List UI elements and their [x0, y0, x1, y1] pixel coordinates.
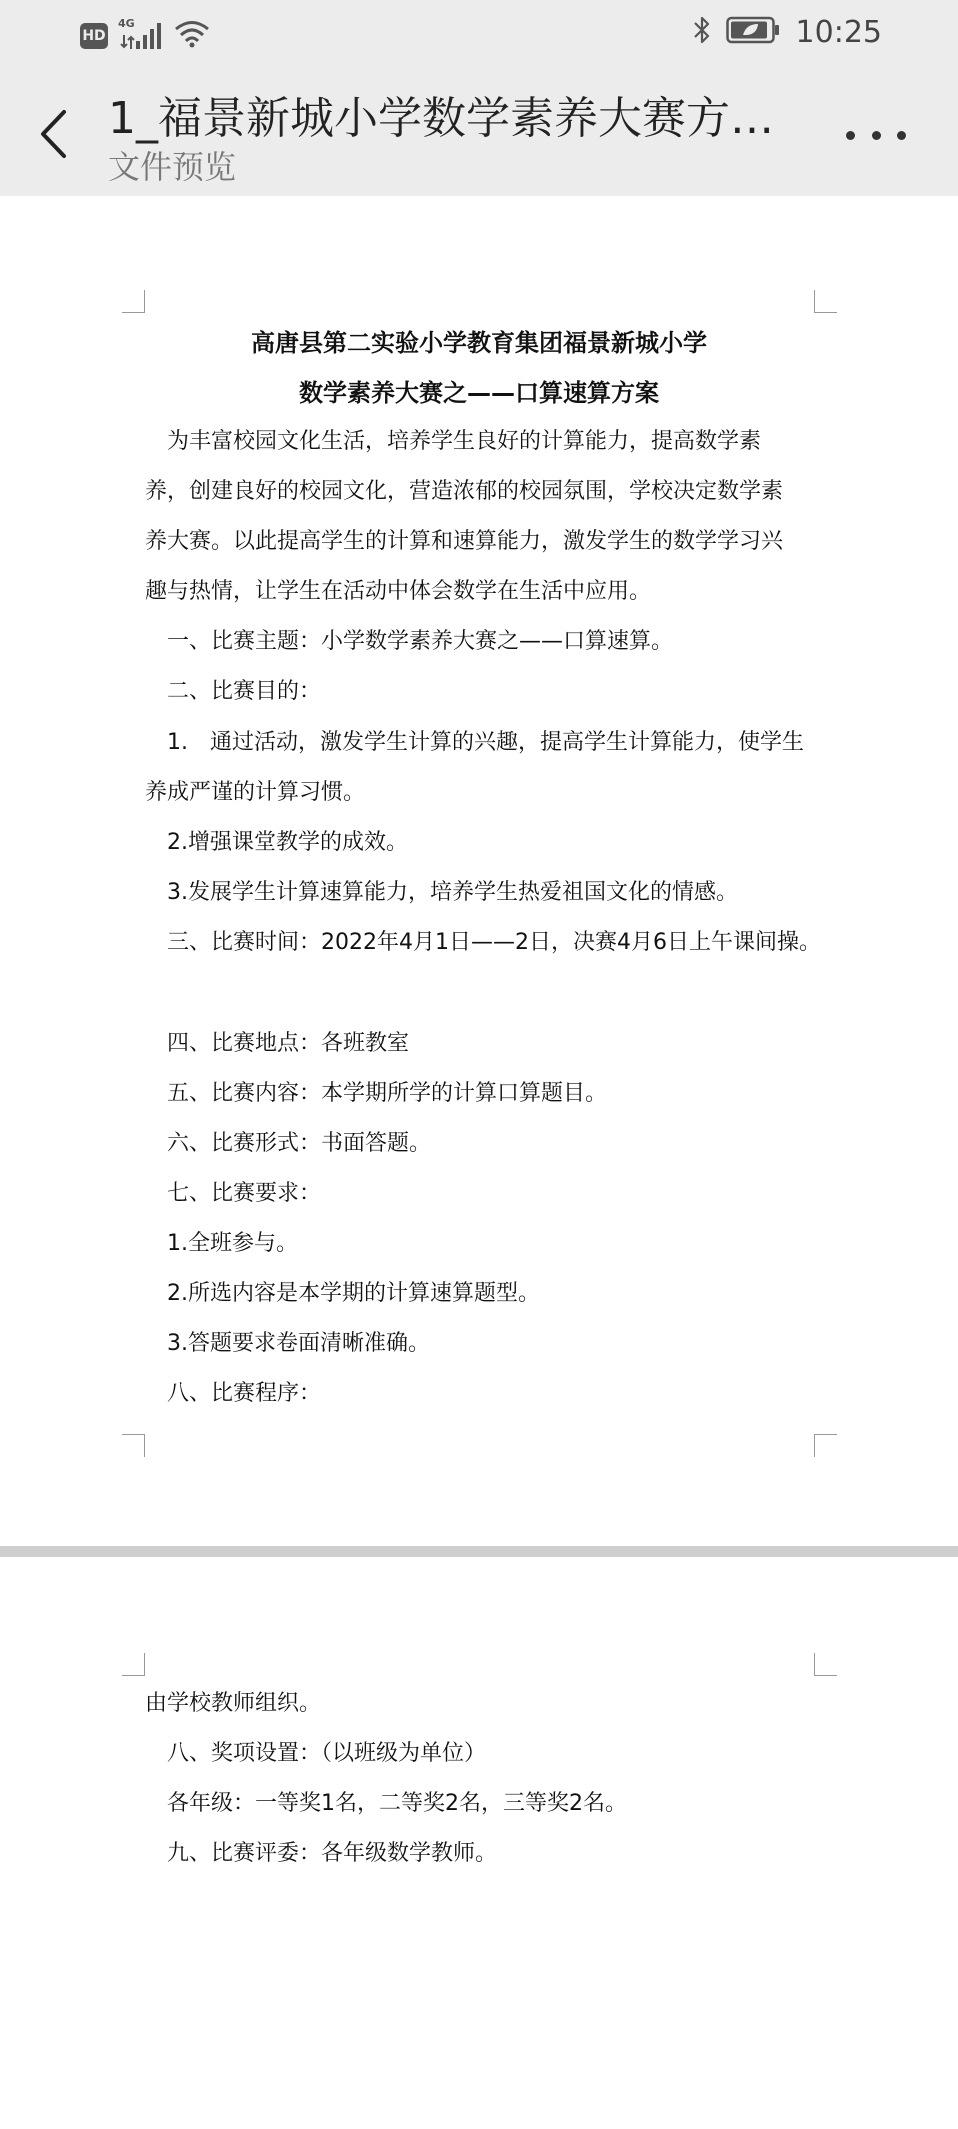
- page-corner-mark: [122, 290, 145, 313]
- doc-line: 3.答题要求卷面清晰准确。: [167, 1331, 430, 1356]
- network-type-label: 4G: [118, 17, 135, 30]
- page-corner-mark: [814, 1434, 837, 1457]
- doc-line: 四、比赛地点：各班教室: [167, 1031, 410, 1056]
- doc-line: 2.所选内容是本学期的计算速算题型。: [167, 1281, 540, 1306]
- wifi-icon: [174, 20, 210, 52]
- doc-line: 养大赛。以此提高学生的计算和速算能力，激发学生的数学学习兴: [145, 529, 784, 554]
- doc-heading-2: 数学素养大赛之——口算速算方案: [299, 379, 659, 407]
- doc-line: 三、比赛时间：2022年4月1日——2日，决赛4月6日上午课间操。: [167, 930, 821, 955]
- doc-line: 为丰富校园文化生活，培养学生良好的计算能力，提高数学素: [167, 429, 762, 454]
- status-left: [80, 17, 210, 52]
- doc-line: 五、比赛内容：本学期所学的计算口算题目。: [167, 1081, 608, 1106]
- app-bar: [0, 72, 958, 196]
- document-subtitle: 文件预览: [108, 148, 237, 186]
- signal-icon: [118, 17, 164, 51]
- doc-line: 3.发展学生计算速算能力，培养学生热爱祖国文化的情感。: [167, 880, 738, 905]
- doc-line: 一、比赛主题：小学数学素养大赛之——口算速算。: [167, 629, 674, 654]
- page-corner-mark: [122, 1653, 145, 1676]
- status-bar: [0, 0, 958, 72]
- battery-icon: [726, 15, 782, 49]
- document-viewer[interactable]: [0, 196, 958, 2129]
- page-corner-mark: [122, 1434, 145, 1457]
- more-dot-icon: [846, 131, 855, 140]
- doc-heading-1: 高唐县第二实验小学教育集团福景新城小学: [251, 329, 707, 357]
- status-clock: 10:25: [795, 14, 882, 50]
- doc-line: 八、比赛程序：: [167, 1381, 322, 1406]
- doc-line: 七、比赛要求：: [167, 1181, 322, 1206]
- doc-line: 八、奖项设置：（以班级为单位）: [167, 1741, 487, 1766]
- doc-line: 由学校教师组织。: [145, 1691, 322, 1716]
- document-title: 1_福景新城小学数学素养大赛方…: [108, 93, 774, 144]
- more-options-button[interactable]: [846, 120, 906, 150]
- doc-line: 二、比赛目的：: [167, 679, 322, 704]
- page-corner-mark: [814, 290, 837, 313]
- bluetooth-icon: [692, 14, 712, 50]
- page-separator: [0, 1546, 958, 1557]
- doc-line: 养，创建良好的校园文化，营造浓郁的校园氛围，学校决定数学素: [145, 479, 784, 504]
- doc-line: 趣与热情，让学生在活动中体会数学在生活中应用。: [145, 579, 652, 604]
- doc-line: 养成严谨的计算习惯。: [145, 780, 366, 805]
- doc-line: 各年级：一等奖1名，二等奖2名，三等奖2名。: [167, 1791, 627, 1816]
- status-right: [692, 14, 882, 50]
- hd-badge: HD: [80, 23, 108, 49]
- doc-line: 九、比赛评委：各年级数学教师。: [167, 1841, 498, 1866]
- back-button[interactable]: [28, 104, 78, 164]
- more-dot-icon: [897, 131, 906, 140]
- doc-line: 1. 通过活动，激发学生计算的兴趣，提高学生计算能力，使学生: [167, 730, 804, 755]
- page-corner-mark: [814, 1653, 837, 1676]
- chevron-left-icon: [38, 109, 68, 159]
- doc-line: 六、比赛形式：书面答题。: [167, 1131, 432, 1156]
- doc-line: 2.增强课堂教学的成效。: [167, 830, 408, 855]
- doc-line: 1.全班参与。: [167, 1231, 298, 1256]
- more-dot-icon: [872, 131, 881, 140]
